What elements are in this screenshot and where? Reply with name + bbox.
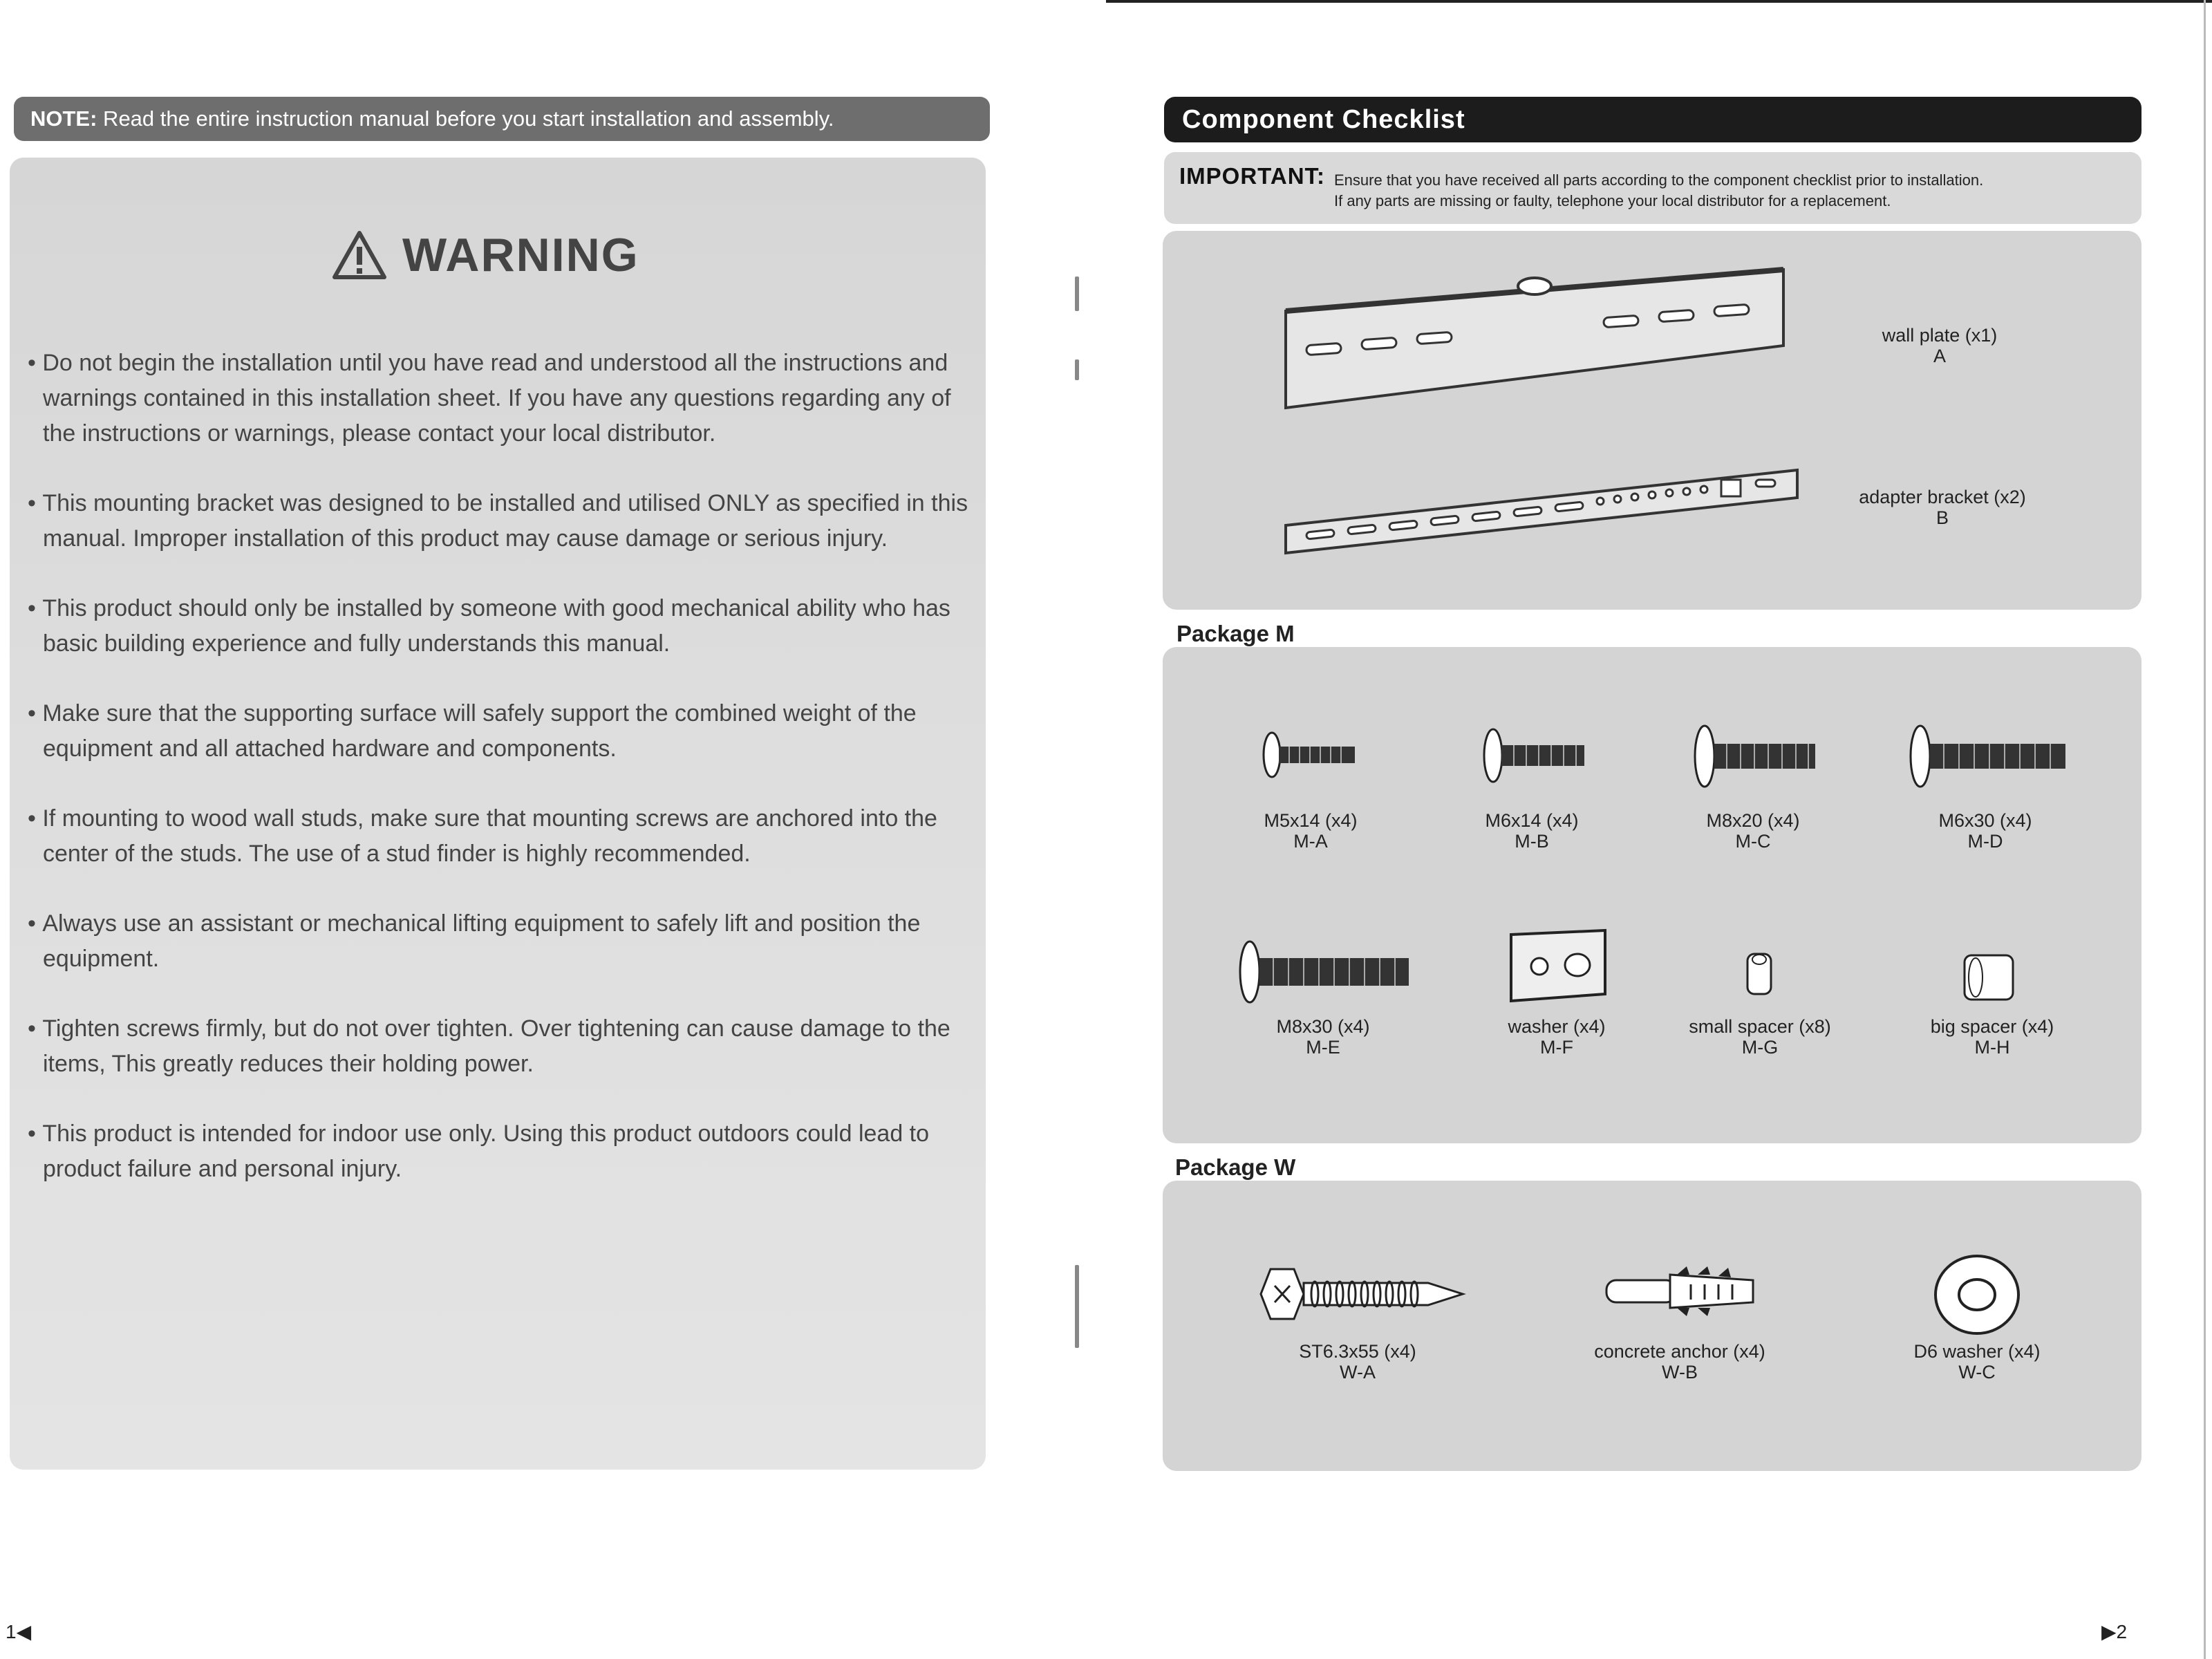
concrete-anchor-icon: [1601, 1259, 1760, 1322]
package-m-label: Package M: [1177, 621, 1295, 646]
warning-item: • Tighten screws firmly, but do not over tighten. Over tightening can cause damage to the items, This greatly reduces their holding power.: [28, 1011, 988, 1082]
important-line-2: If any parts are missing or faulty, telephone your local distributor for a replacement.: [1334, 192, 1891, 209]
bolt-m5x14-icon: [1258, 727, 1362, 782]
wall-plate-code: A: [1933, 346, 1946, 366]
important-text: [1334, 170, 2136, 212]
m-g-code: M-G: [1741, 1037, 1779, 1058]
adapter-bracket-icon: [1279, 456, 1804, 560]
warning-list: [28, 346, 988, 1221]
adapter-bracket-caption: [1832, 487, 2053, 528]
m-c-code: M-C: [1735, 831, 1771, 852]
w-b-caption: [1569, 1341, 1790, 1382]
warning-item: • Make sure that the supporting surface will safely support the combined weight of the equipment and all attached hardware and components.: [28, 696, 988, 767]
warning-item: • This mounting bracket was designed to be installed and utilised ONLY as specified in this manual. Improper installation of this product may cause damage or serious injury.: [28, 486, 988, 556]
bolt-m8x20-icon: [1689, 722, 1821, 791]
m-e-code: M-E: [1306, 1037, 1340, 1058]
warning-item: • Do not begin the installation until you have read and understood all the instructions and warnings contained in this installation sheet. If you have any questions regarding any of the instructions or warnings, please contact your local distributor.: [28, 346, 988, 451]
important-label: IMPORTANT:: [1179, 163, 1326, 189]
m-d-name: M6x30 (x4): [1938, 810, 2032, 831]
m-f-caption: [1446, 1016, 1667, 1058]
m-b-code: M-B: [1515, 831, 1549, 852]
w-a-name: ST6.3x55 (x4): [1299, 1341, 1416, 1362]
w-b-code: W-B: [1662, 1362, 1698, 1382]
m-a-code: M-A: [1293, 831, 1328, 852]
wall-plate-caption: [1829, 325, 2050, 366]
w-c-code: W-C: [1958, 1362, 1996, 1382]
m-h-name: big spacer (x4): [1930, 1016, 2054, 1037]
page-number-left-text: 1: [6, 1621, 17, 1642]
w-b-name: concrete anchor (x4): [1594, 1341, 1765, 1362]
package-w-label: Package W: [1175, 1154, 1296, 1180]
bolt-m6x14-icon: [1479, 724, 1590, 787]
warning-item: • Always use an assistant or mechanical lifting equipment to safely lift and position the equipment.: [28, 906, 988, 977]
binding-mark: [1075, 276, 1079, 311]
page-arrow-left-icon: ◀: [16, 1621, 32, 1642]
bolt-m8x30-icon: [1235, 937, 1414, 1006]
big-spacer-icon: [1958, 950, 2020, 1005]
wall-plate-name: wall plate (x1): [1882, 325, 1998, 346]
m-a-caption: [1200, 810, 1421, 852]
m-e-caption: [1212, 1016, 1434, 1058]
m-a-name: M5x14 (x4): [1264, 810, 1358, 831]
m-g-caption: [1649, 1016, 1871, 1058]
warning-item: • If mounting to wood wall studs, make sure that mounting screws are anchored into the center of the studs. The use of a stud finder is highly recommended.: [28, 801, 988, 872]
m-h-caption: [1882, 1016, 2103, 1058]
w-c-name: D6 washer (x4): [1913, 1341, 2041, 1362]
d6-washer-icon: [1929, 1250, 2025, 1340]
page-number-right-text: 2: [2116, 1621, 2128, 1642]
important-line-1: Ensure that you have received all parts according to the component checklist prior to installation.: [1334, 171, 1984, 189]
wood-screw-icon: [1255, 1259, 1470, 1329]
note-banner: [14, 97, 990, 141]
m-c-caption: [1642, 810, 1864, 852]
warning-item: • This product is intended for indoor use only. Using this product outdoors could lead to product failure and personal injury.: [28, 1116, 988, 1187]
m-c-name: M8x20 (x4): [1706, 810, 1800, 831]
page-number-left: [6, 1620, 31, 1643]
m-d-code: M-D: [1967, 831, 2003, 852]
m-h-code: M-H: [1974, 1037, 2010, 1058]
small-spacer-icon: [1742, 950, 1777, 998]
w-c-caption: [1866, 1341, 2088, 1382]
note-label: NOTE:: [30, 106, 97, 131]
adapter-bracket-name: adapter bracket (x2): [1859, 487, 2026, 507]
right-edge-line: [2204, 0, 2206, 1659]
warning-triangle-icon: [332, 230, 387, 280]
binding-mark: [1075, 359, 1079, 380]
m-b-name: M6x14 (x4): [1485, 810, 1579, 831]
top-edge-line: [1106, 0, 2212, 3]
warning-item: • This product should only be installed by someone with good mechanical ability who has basic building experience and fully understands this manual.: [28, 591, 988, 662]
washer-plate-icon: [1501, 925, 1612, 1008]
wall-plate-icon: [1272, 256, 1797, 422]
note-text: Read the entire instruction manual before you start installation and assembly.: [97, 106, 834, 131]
component-checklist-title: Component Checklist: [1164, 97, 2141, 142]
page-number-right: [2101, 1620, 2127, 1643]
page-arrow-right-icon: ▶: [2101, 1621, 2117, 1642]
warning-title: WARNING: [402, 229, 639, 281]
m-g-name: small spacer (x8): [1689, 1016, 1831, 1037]
m-e-name: M8x30 (x4): [1276, 1016, 1370, 1037]
m-b-caption: [1421, 810, 1642, 852]
w-a-caption: [1247, 1341, 1468, 1382]
bolt-m6x30-icon: [1905, 722, 2071, 791]
warning-heading: [332, 225, 639, 285]
m-f-name: washer (x4): [1508, 1016, 1606, 1037]
adapter-bracket-code: B: [1936, 507, 1949, 528]
m-d-caption: [1875, 810, 2096, 852]
w-a-code: W-A: [1340, 1362, 1376, 1382]
binding-mark: [1075, 1265, 1079, 1348]
m-f-code: M-F: [1540, 1037, 1573, 1058]
